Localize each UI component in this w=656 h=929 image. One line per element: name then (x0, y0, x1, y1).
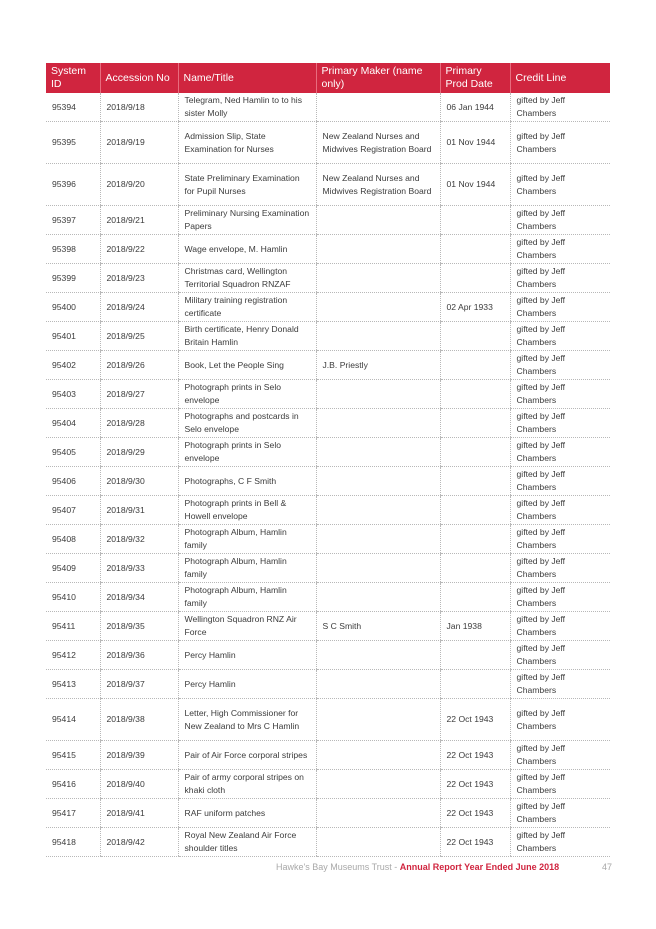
cell-prod-date: 01 Nov 1944 (440, 122, 510, 164)
cell-system-id: 95396 (46, 164, 100, 206)
table-row (46, 164, 610, 206)
cell-system-id: 95418 (46, 828, 100, 857)
header-system-id: System ID (46, 63, 100, 93)
cell-primary-maker (316, 235, 440, 264)
cell-accession-no: 2018/9/39 (100, 741, 178, 770)
cell-prod-date (440, 264, 510, 293)
cell-system-id: 95411 (46, 612, 100, 641)
cell-primary-maker (316, 467, 440, 496)
cell-prod-date: 22 Oct 1943 (440, 699, 510, 741)
cell-primary-maker (316, 496, 440, 525)
cell-prod-date: 22 Oct 1943 (440, 741, 510, 770)
cell-name-title: Pair of Air Force corporal stripes (178, 741, 316, 770)
cell-credit-line: gifted by Jeff Chambers (510, 351, 610, 380)
table-row (46, 93, 610, 122)
cell-prod-date: 06 Jan 1944 (440, 93, 510, 122)
cell-credit-line: gifted by Jeff Chambers (510, 164, 610, 206)
cell-name-title: Photograph prints in Selo envelope (178, 380, 316, 409)
cell-credit-line: gifted by Jeff Chambers (510, 206, 610, 235)
acquisitions-table (46, 63, 610, 857)
cell-name-title: Photograph Album, Hamlin family (178, 554, 316, 583)
cell-prod-date (440, 670, 510, 699)
cell-system-id: 95405 (46, 438, 100, 467)
cell-credit-line: gifted by Jeff Chambers (510, 322, 610, 351)
cell-primary-maker: New Zealand Nurses and Midwives Registration Board (316, 122, 440, 164)
cell-name-title: Photographs, C F Smith (178, 467, 316, 496)
cell-prod-date (440, 409, 510, 438)
table-row (46, 741, 610, 770)
cell-credit-line: gifted by Jeff Chambers (510, 741, 610, 770)
table-row (46, 122, 610, 164)
cell-accession-no: 2018/9/19 (100, 122, 178, 164)
cell-system-id: 95407 (46, 496, 100, 525)
cell-name-title: Letter, High Commissioner for New Zealand to Mrs C Hamlin (178, 699, 316, 741)
cell-prod-date (440, 380, 510, 409)
cell-accession-no: 2018/9/21 (100, 206, 178, 235)
cell-credit-line: gifted by Jeff Chambers (510, 583, 610, 612)
cell-system-id: 95410 (46, 583, 100, 612)
table-row (46, 612, 610, 641)
table-row (46, 554, 610, 583)
cell-prod-date: 01 Nov 1944 (440, 164, 510, 206)
cell-accession-no: 2018/9/36 (100, 641, 178, 670)
cell-credit-line: gifted by Jeff Chambers (510, 467, 610, 496)
cell-credit-line: gifted by Jeff Chambers (510, 770, 610, 799)
cell-name-title: Preliminary Nursing Examination Papers (178, 206, 316, 235)
header-primary-prod-date: Primary Prod Date (440, 63, 510, 93)
cell-system-id: 95415 (46, 741, 100, 770)
table-row (46, 467, 610, 496)
cell-system-id: 95408 (46, 525, 100, 554)
cell-credit-line: gifted by Jeff Chambers (510, 380, 610, 409)
cell-primary-maker (316, 770, 440, 799)
cell-primary-maker (316, 670, 440, 699)
cell-primary-maker (316, 641, 440, 670)
cell-system-id: 95401 (46, 322, 100, 351)
cell-accession-no: 2018/9/35 (100, 612, 178, 641)
cell-primary-maker (316, 264, 440, 293)
cell-prod-date (440, 351, 510, 380)
cell-accession-no: 2018/9/18 (100, 93, 178, 122)
cell-name-title: Telegram, Ned Hamlin to to his sister Molly (178, 93, 316, 122)
cell-system-id: 95413 (46, 670, 100, 699)
cell-accession-no: 2018/9/32 (100, 525, 178, 554)
cell-credit-line: gifted by Jeff Chambers (510, 438, 610, 467)
footer-report-title: Annual Report Year Ended June 2018 (399, 862, 560, 872)
cell-prod-date: Jan 1938 (440, 612, 510, 641)
cell-name-title: Photographs and postcards in Selo envelope (178, 409, 316, 438)
cell-primary-maker (316, 293, 440, 322)
cell-primary-maker (316, 799, 440, 828)
cell-name-title: Percy Hamlin (178, 641, 316, 670)
cell-system-id: 95398 (46, 235, 100, 264)
cell-credit-line: gifted by Jeff Chambers (510, 496, 610, 525)
cell-name-title: Percy Hamlin (178, 670, 316, 699)
cell-credit-line: gifted by Jeff Chambers (510, 293, 610, 322)
table-row (46, 496, 610, 525)
cell-system-id: 95409 (46, 554, 100, 583)
table-row (46, 409, 610, 438)
cell-prod-date (440, 554, 510, 583)
table-row (46, 438, 610, 467)
table-row (46, 380, 610, 409)
table-row (46, 828, 610, 857)
cell-system-id: 95402 (46, 351, 100, 380)
cell-primary-maker (316, 828, 440, 857)
cell-name-title: State Preliminary Examination for Pupil Nurses (178, 164, 316, 206)
cell-system-id: 95394 (46, 93, 100, 122)
cell-prod-date: 02 Apr 1933 (440, 293, 510, 322)
cell-credit-line: gifted by Jeff Chambers (510, 641, 610, 670)
table-header (46, 63, 610, 93)
cell-primary-maker (316, 741, 440, 770)
cell-credit-line: gifted by Jeff Chambers (510, 264, 610, 293)
cell-prod-date (440, 525, 510, 554)
cell-prod-date (440, 467, 510, 496)
cell-primary-maker: New Zealand Nurses and Midwives Registration Board (316, 164, 440, 206)
cell-accession-no: 2018/9/29 (100, 438, 178, 467)
cell-prod-date: 22 Oct 1943 (440, 770, 510, 799)
cell-prod-date: 22 Oct 1943 (440, 799, 510, 828)
cell-prod-date (440, 322, 510, 351)
table-row (46, 293, 610, 322)
cell-name-title: Birth certificate, Henry Donald Britain Hamlin (178, 322, 316, 351)
cell-credit-line: gifted by Jeff Chambers (510, 409, 610, 438)
cell-name-title: Book, Let the People Sing (178, 351, 316, 380)
cell-accession-no: 2018/9/41 (100, 799, 178, 828)
header-credit-line: Credit Line (510, 63, 610, 93)
cell-accession-no: 2018/9/27 (100, 380, 178, 409)
cell-accession-no: 2018/9/30 (100, 467, 178, 496)
cell-system-id: 95406 (46, 467, 100, 496)
header-accession-no: Accession No (100, 63, 178, 93)
table-row (46, 525, 610, 554)
cell-credit-line: gifted by Jeff Chambers (510, 122, 610, 164)
cell-primary-maker (316, 380, 440, 409)
table-row (46, 351, 610, 380)
cell-credit-line: gifted by Jeff Chambers (510, 670, 610, 699)
cell-prod-date (440, 438, 510, 467)
cell-accession-no: 2018/9/37 (100, 670, 178, 699)
cell-name-title: Christmas card, Wellington Territorial Squadron RNZAF (178, 264, 316, 293)
header-primary-maker: Primary Maker (name only) (316, 63, 440, 93)
cell-primary-maker: J.B. Priestly (316, 351, 440, 380)
cell-primary-maker (316, 93, 440, 122)
table-row (46, 641, 610, 670)
cell-accession-no: 2018/9/33 (100, 554, 178, 583)
table-row (46, 670, 610, 699)
table-row (46, 264, 610, 293)
table-row (46, 206, 610, 235)
cell-accession-no: 2018/9/25 (100, 322, 178, 351)
cell-accession-no: 2018/9/34 (100, 583, 178, 612)
cell-primary-maker: S C Smith (316, 612, 440, 641)
cell-system-id: 95403 (46, 380, 100, 409)
cell-name-title: Pair of army corporal stripes on khaki cloth (178, 770, 316, 799)
cell-accession-no: 2018/9/22 (100, 235, 178, 264)
cell-name-title: Photograph prints in Selo envelope (178, 438, 316, 467)
header-row (46, 63, 610, 93)
cell-credit-line: gifted by Jeff Chambers (510, 799, 610, 828)
cell-system-id: 95397 (46, 206, 100, 235)
cell-system-id: 95414 (46, 699, 100, 741)
cell-name-title: Photograph Album, Hamlin family (178, 525, 316, 554)
cell-name-title: Royal New Zealand Air Force shoulder titles (178, 828, 316, 857)
cell-name-title: Military training registration certificate (178, 293, 316, 322)
cell-prod-date: 22 Oct 1943 (440, 828, 510, 857)
table-row (46, 699, 610, 741)
table-row (46, 770, 610, 799)
cell-name-title: Photograph prints in Bell & Howell envelope (178, 496, 316, 525)
cell-prod-date (440, 496, 510, 525)
cell-credit-line: gifted by Jeff Chambers (510, 612, 610, 641)
cell-prod-date (440, 583, 510, 612)
cell-prod-date (440, 235, 510, 264)
cell-name-title: Wellington Squadron RNZ Air Force (178, 612, 316, 641)
cell-prod-date (440, 206, 510, 235)
cell-primary-maker (316, 438, 440, 467)
cell-accession-no: 2018/9/24 (100, 293, 178, 322)
footer-organisation: Hawke's Bay Museums Trust (276, 862, 392, 872)
cell-system-id: 95395 (46, 122, 100, 164)
cell-system-id: 95404 (46, 409, 100, 438)
cell-name-title: Admission Slip, State Examination for Nurses (178, 122, 316, 164)
header-name-title: Name/Title (178, 63, 316, 93)
table-body (46, 93, 610, 857)
cell-accession-no: 2018/9/28 (100, 409, 178, 438)
cell-credit-line: gifted by Jeff Chambers (510, 554, 610, 583)
cell-credit-line: gifted by Jeff Chambers (510, 235, 610, 264)
cell-system-id: 95400 (46, 293, 100, 322)
cell-system-id: 95417 (46, 799, 100, 828)
cell-system-id: 95416 (46, 770, 100, 799)
cell-credit-line: gifted by Jeff Chambers (510, 525, 610, 554)
footer-separator: - (394, 862, 398, 872)
cell-name-title: Wage envelope, M. Hamlin (178, 235, 316, 264)
cell-accession-no: 2018/9/26 (100, 351, 178, 380)
cell-name-title: Photograph Album, Hamlin family (178, 583, 316, 612)
page-footer (276, 862, 613, 872)
cell-accession-no: 2018/9/40 (100, 770, 178, 799)
cell-accession-no: 2018/9/31 (100, 496, 178, 525)
cell-primary-maker (316, 583, 440, 612)
page-number: 47 (602, 862, 613, 872)
cell-accession-no: 2018/9/20 (100, 164, 178, 206)
table-row (46, 235, 610, 264)
cell-credit-line: gifted by Jeff Chambers (510, 828, 610, 857)
cell-primary-maker (316, 554, 440, 583)
cell-primary-maker (316, 206, 440, 235)
table-row (46, 799, 610, 828)
cell-primary-maker (316, 525, 440, 554)
cell-prod-date (440, 641, 510, 670)
cell-system-id: 95412 (46, 641, 100, 670)
cell-accession-no: 2018/9/23 (100, 264, 178, 293)
cell-primary-maker (316, 699, 440, 741)
cell-credit-line: gifted by Jeff Chambers (510, 93, 610, 122)
cell-system-id: 95399 (46, 264, 100, 293)
table-row (46, 322, 610, 351)
table-row (46, 583, 610, 612)
cell-accession-no: 2018/9/42 (100, 828, 178, 857)
cell-accession-no: 2018/9/38 (100, 699, 178, 741)
cell-credit-line: gifted by Jeff Chambers (510, 699, 610, 741)
cell-name-title: RAF uniform patches (178, 799, 316, 828)
cell-primary-maker (316, 409, 440, 438)
cell-primary-maker (316, 322, 440, 351)
